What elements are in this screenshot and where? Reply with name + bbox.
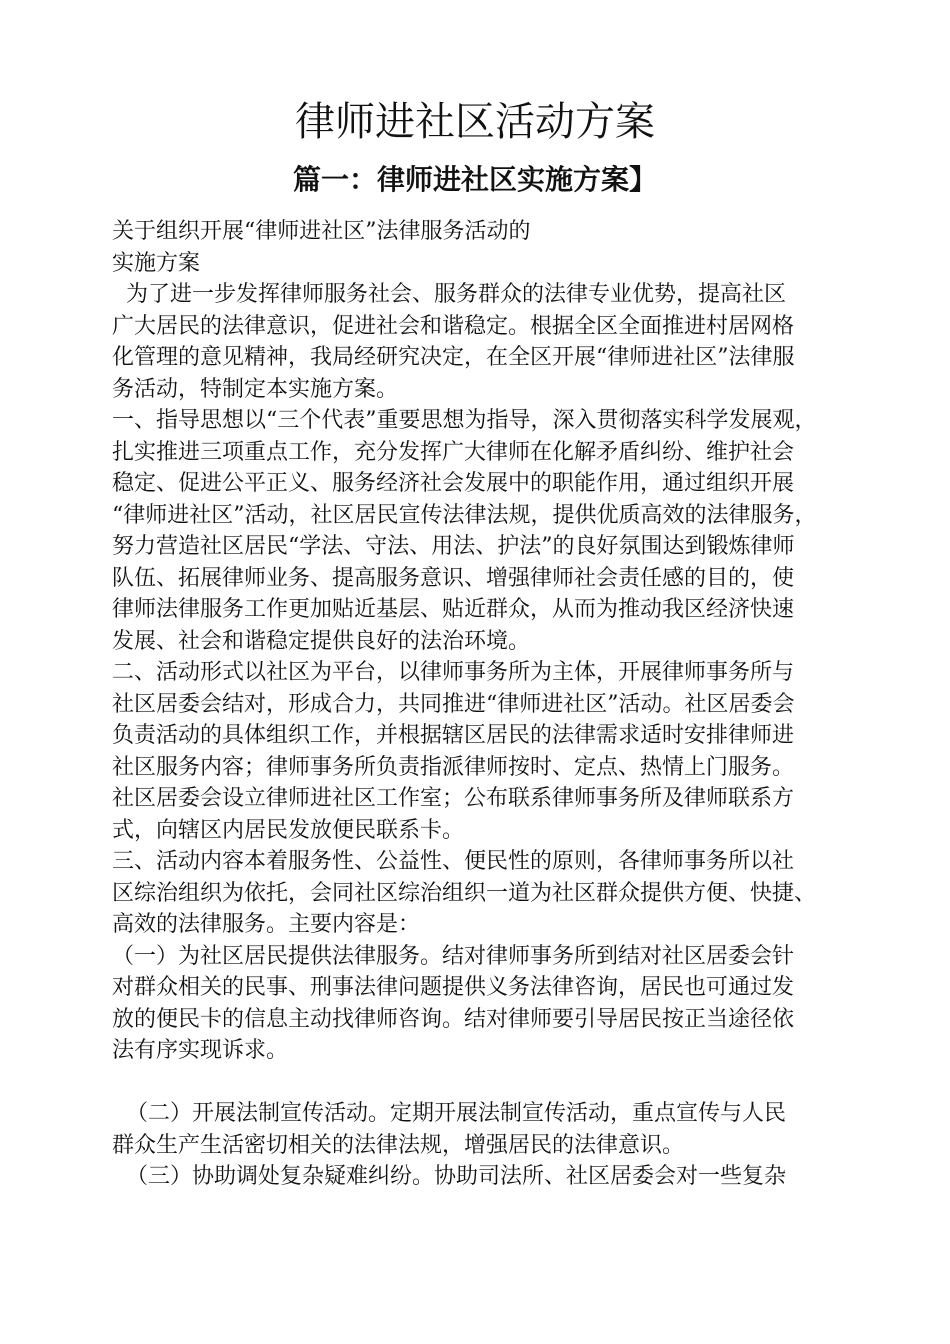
body-line: 社区居委会设立律师进社区工作室；公布联系律师事务所及律师联系方 <box>112 786 795 811</box>
body-line: 高效的法律服务。主要内容是： <box>112 912 421 937</box>
body-line: 扎实推进三项重点工作，充分发挥广大律师在化解矛盾纠纷、维护社会 <box>112 439 795 465</box>
body-line: 为了进一步发挥律师服务社会、服务群众的法律专业优势，提高社区 <box>112 282 786 307</box>
body-line: “律师进社区”活动，社区居民宣传法律法规，提供优质高效的法律服务， <box>112 502 817 528</box>
blank-line <box>112 1067 852 1099</box>
body-line: 二、活动形式以社区为平台，以律师事务所为主体，开展律师事务所与 <box>112 660 795 685</box>
body-line: 对群众相关的民事、刑事法律问题提供义务法律咨询，居民也可通过发 <box>112 975 795 1000</box>
body-line: 稳定、促进公平正义、服务经济社会发展中的职能作用，通过组织开展 <box>112 471 795 496</box>
body-line: 化管理的意见精神，我局经研究决定，在全区开展“律师进社区”法律服 <box>112 345 795 370</box>
body-line: （二）开展法制宣传活动。定期开展法制宣传活动，重点宣传与人民 <box>112 1101 786 1126</box>
body-line: 式，向辖区内居民发放便民联系卡。 <box>112 817 465 843</box>
body-line: （一）为社区居民提供法律服务。结对律师事务所到结对社区居委会针 <box>112 943 795 969</box>
body-line: 群众生产生活密切相关的法律法规，增强居民的法律意识。 <box>112 1132 685 1158</box>
body-line: 发展、社会和谐稳定提供良好的法治环境。 <box>112 628 531 654</box>
body-line: 区综治组织为依托，会同社区综治组织一道为社区群众提供方便、快捷、 <box>112 880 817 906</box>
body-line: （三）协助调处复杂疑难纠纷。协助司法所、社区居委会对一些复杂 <box>112 1164 786 1189</box>
body-line: 社区居委会结对，形成合力，共同推进“律师进社区”活动。社区居委会 <box>112 691 795 717</box>
body-line: 负责活动的具体组织工作，并根据辖区居民的法律需求适时安排律师进 <box>112 723 795 748</box>
body-line: 律师法律服务工作更加贴近基层、贴近群众，从而为推动我区经济快速 <box>112 597 795 622</box>
document-title: 律师进社区活动方案 <box>295 99 655 145</box>
body-line: 关于组织开展“律师进社区”法律服务活动的 <box>112 219 531 244</box>
body-line: 放的便民卡的信息主动找律师咨询。结对律师要引导居民按正当途径依 <box>112 1006 795 1032</box>
body-line: 社区服务内容；律师事务所负责指派律师按时、定点、热情上门服务。 <box>112 754 795 780</box>
body-line: 三、活动内容本着服务性、公益性、便民性的原则，各律师事务所以社 <box>112 849 795 874</box>
body-line: 队伍、拓展律师业务、提高服务意识、增强律师社会责任感的目的，使 <box>112 565 795 591</box>
body-line: 务活动，特制定本实施方案。 <box>112 376 399 402</box>
body-line: 实施方案 <box>112 250 201 276</box>
body-line: 广大居民的法律意识，促进社会和谐稳定。根据全区全面推进村居网格 <box>112 313 795 339</box>
document-subtitle: 篇一：律师进社区实施方案】 <box>292 163 657 196</box>
body-line: 一、指导思想以“三个代表”重要思想为指导，深入贯彻落实科学发展观， <box>112 408 817 433</box>
body-line: 法有序实现诉求。 <box>112 1038 289 1063</box>
document-body <box>112 216 852 1193</box>
body-line: 努力营造社区居民“学法、守法、用法、护法”的良好氛围达到锻炼律师 <box>112 534 795 559</box>
